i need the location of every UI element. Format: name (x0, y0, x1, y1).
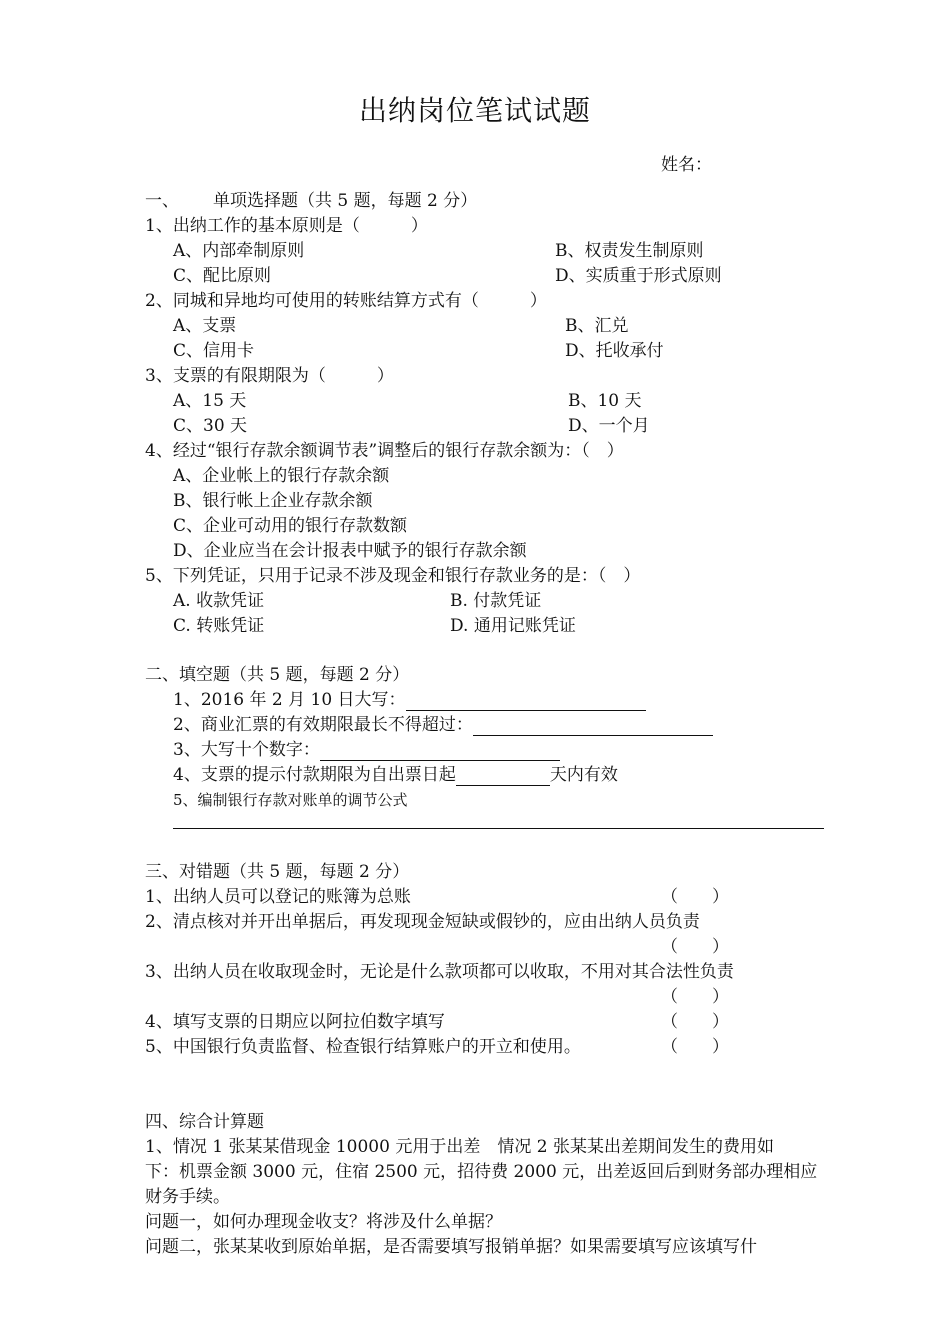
s1-q1-option-a: A、内部牵制原则 (173, 241, 305, 261)
s3-q3-answer-paren[interactable]: （ ） (661, 987, 729, 1007)
s3-q5-answer-paren[interactable]: （ ） (661, 1037, 729, 1057)
s1-q1-option-d: D、实质重于形式原则 (555, 266, 722, 286)
s3-question-4: 4、填写支票的日期应以阿拉伯数字填写 (145, 1012, 445, 1032)
s1-q3-option-b: B、10 天 (568, 391, 642, 411)
s2-q4-blank[interactable] (456, 768, 550, 786)
s2-question-4 (173, 764, 618, 786)
s2-question-2 (173, 714, 713, 736)
name-label: 姓名： (661, 155, 712, 175)
s1-q2-option-a: A、支票 (173, 316, 237, 336)
s3-question-1: 1、出纳人员可以登记的账簿为总账 (145, 887, 411, 907)
s1-q2-option-c: C、信用卡 (173, 341, 255, 361)
section4-heading: 四、综合计算题 (145, 1112, 264, 1132)
s3-q4-answer-paren[interactable]: （ ） (661, 1012, 729, 1032)
s1-q2-option-b: B、汇兑 (565, 316, 629, 336)
s1-q3-option-a: A、15 天 (173, 391, 247, 411)
s1-q3-option-c: C、30 天 (173, 416, 248, 436)
page-title: 出纳岗位笔试试题 (358, 94, 591, 127)
s2-q1-text: 1、2016 年 2 月 10 日大写： (173, 690, 406, 710)
section2-heading: 二、填空题（共 5 题，每题 2 分） (145, 665, 410, 685)
s4-paragraph-line-3: 财务手续。 (145, 1187, 230, 1207)
s4-question-2: 问题二，张某某收到原始单据，是否需要填写报销单据？如果需要填写应该填写什 (145, 1237, 757, 1257)
s1-question-2: 2、同城和异地均可使用的转账结算方式有（ ） (145, 291, 547, 311)
s1-q5-option-a: A. 收款凭证 (173, 591, 265, 611)
section1-number: 一、 (145, 191, 179, 211)
s3-q2-answer-paren[interactable]: （ ） (661, 937, 729, 957)
s2-question-3 (173, 739, 560, 761)
section1-heading: 单项选择题（共 5 题，每题 2 分） (213, 191, 478, 211)
s1-q5-option-d: D. 通用记账凭证 (450, 616, 576, 636)
s4-paragraph-line-2: 下：机票金额 3000 元，住宿 2500 元，招待费 2000 元，出差返回后到财务部办理相应 (145, 1162, 818, 1182)
s1-question-3: 3、支票的有限期限为（ ） (145, 366, 394, 386)
s2-q3-text: 3、大写十个数字： (173, 740, 320, 760)
s1-q4-option-b: B、银行帐上企业存款余额 (173, 491, 373, 511)
s1-q4-option-a: A、企业帐上的银行存款余额 (173, 466, 390, 486)
s1-q3-option-d: D、一个月 (568, 416, 650, 436)
s2-q4-text-after: 天内有效 (549, 765, 618, 785)
s4-paragraph-line-1: 1、情况 1 张某某借现金 10000 元用于出差 情况 2 张某某出差期间发生的费用如 (145, 1137, 774, 1157)
s1-q4-option-d: D、企业应当在会计报表中赋予的银行存款余额 (173, 541, 527, 561)
s1-q5-option-b: B. 付款凭证 (450, 591, 542, 611)
s1-question-4: 4、经过“银行存款余额调节表”调整后的银行存款余额为：（ ） (145, 441, 624, 461)
s2-q1-blank[interactable] (406, 693, 646, 711)
s3-q1-answer-paren[interactable]: （ ） (661, 887, 729, 907)
s1-q2-option-d: D、托收承付 (565, 341, 664, 361)
s2-q4-text-before: 4、支票的提示付款期限为自出票日起 (173, 765, 456, 785)
s4-question-1: 问题一，如何办理现金收支？将涉及什么单据？ (145, 1212, 502, 1232)
s2-q2-blank[interactable] (473, 718, 713, 736)
s1-q1-option-c: C、配比原则 (173, 266, 272, 286)
s1-q5-option-c: C. 转账凭证 (173, 616, 265, 636)
s2-q2-text: 2、商业汇票的有效期限最长不得超过： (173, 715, 473, 735)
s2-q3-blank[interactable] (320, 743, 560, 761)
s2-question-1 (173, 689, 646, 711)
s3-question-3: 3、出纳人员在收取现金时，无论是什么款项都可以收取，不用对其合法性负责 (145, 962, 734, 982)
s2-q5-answer-line[interactable] (173, 828, 824, 829)
s1-q1-option-b: B、权责发生制原则 (555, 241, 704, 261)
s3-question-2: 2、清点核对并开出单据后，再发现现金短缺或假钞的，应由出纳人员负责 (145, 912, 700, 932)
s3-question-5: 5、中国银行负责监督、检查银行结算账户的开立和使用。 (145, 1037, 581, 1057)
s2-question-5: 5、编制银行存款对账单的调节公式 (173, 791, 408, 809)
s1-question-5: 5、下列凭证，只用于记录不涉及现金和银行存款业务的是：（ ） (145, 566, 641, 586)
s1-question-1: 1、出纳工作的基本原则是（ ） (145, 216, 428, 236)
s1-q4-option-c: C、企业可动用的银行存款数额 (173, 516, 408, 536)
section3-heading: 三、对错题（共 5 题，每题 2 分） (145, 862, 410, 882)
